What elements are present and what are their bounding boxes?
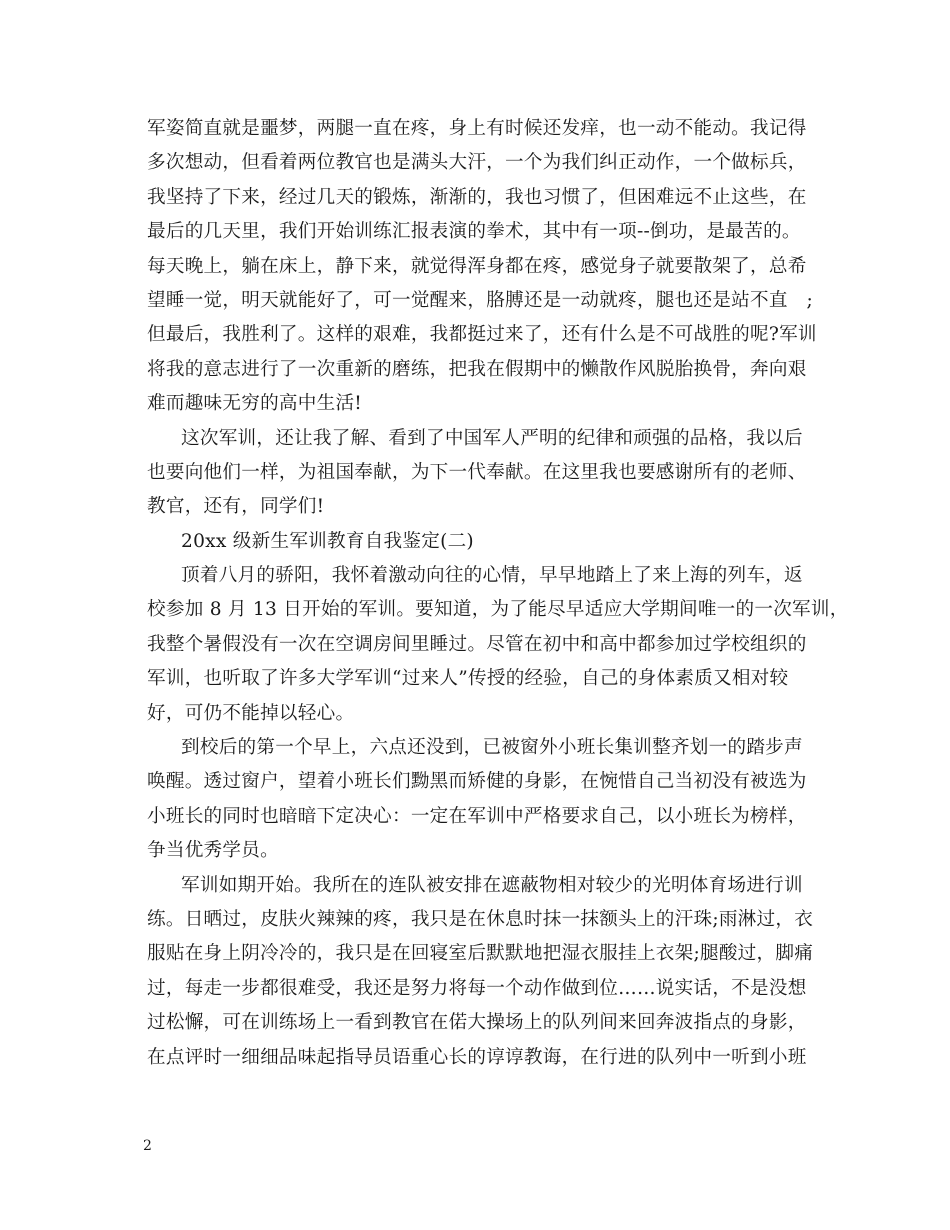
text-line: 到校后的第一个早上，六点还没到，已被窗外小班长集训整齐划一的踏步声: [181, 737, 803, 759]
text-line: 我整个暑假没有一次在空调房间里睡过。尽管在初中和高中都参加过学校组织的: [147, 633, 807, 655]
text-line: 20xx 级新生军训教育自我鉴定(二): [181, 530, 474, 552]
text-line: 难而趣味无穷的高中生活!: [147, 393, 363, 415]
text-line: 最后的几天里，我们开始训练汇报表演的拳术，其中有一项--倒功，是最苦的。: [147, 221, 801, 243]
text-line: 望睡一觉，明天就能好了，可一觉醒来，胳膊还是一动就疼，腿也还是站不直 ;: [147, 289, 814, 311]
text-line: 也要向他们一样，为祖国奉献，为下一代奉献。在这里我也要感谢所有的老师、: [147, 461, 807, 483]
text-line: 过，每走一步都很难受，我还是努力将每一个动作做到位……说实话，不是没想: [147, 977, 807, 999]
text-line: 唤醒。透过窗户，望着小班长们黝黑而矫健的身影，在惋惜自己当初没有被选为: [147, 771, 807, 793]
text-line: 我坚持了下来，经过几天的锻炼，渐渐的，我也习惯了，但困难远不止这些，在: [147, 186, 807, 208]
text-line: 将我的意志进行了一次重新的磨练，把我在假期中的懒散作风脱胎换骨，奔向艰: [147, 358, 807, 380]
text-line: 争当优秀学员。: [147, 840, 279, 862]
document-body: [147, 112, 849, 1075]
text-line: 好，可仍不能掉以轻心。: [147, 702, 355, 724]
text-line: 但最后，我胜利了。这样的艰难，我都挺过来了，还有什么是不可战胜的呢?军训: [147, 324, 817, 346]
text-line: 校参加 8 月 13 日开始的军训。要知道，为了能尽早适应大学期间唯一的一次军训，: [147, 599, 849, 621]
text-line: 小班长的同时也暗暗下定决心：一定在军训中严格要求自己，以小班长为榜样，: [147, 805, 807, 827]
text-line: 顶着八月的骄阳，我怀着激动向往的心情，早早地踏上了来上海的列车，返: [181, 565, 803, 587]
text-line: 教官，还有，同学们!: [147, 496, 325, 518]
text-line: 每天晚上，躺在床上，静下来，就觉得浑身都在疼，感觉身子就要散架了，总希: [147, 255, 807, 277]
text-line: 在点评时一细细品味起指导员语重心长的谆谆教诲，在行进的队列中一听到小班: [147, 1046, 807, 1068]
text-line: 过松懈，可在训练场上一看到教官在偌大操场上的队列间来回奔波指点的身影，: [147, 1012, 807, 1034]
text-line: 服贴在身上阴冷冷的，我只是在回寝室后默默地把湿衣服挂上衣架;腿酸过，脚痛: [147, 943, 814, 965]
text-line: 军姿简直就是噩梦，两腿一直在疼，身上有时候还发痒，也一动不能动。我记得: [147, 118, 807, 139]
page-number: 2: [143, 1138, 152, 1154]
text-line: 军训，也听取了许多大学军训“过来人”传授的经验，自己的身体素质又相对较: [147, 668, 789, 690]
text-line: 军训如期开始。我所在的连队被安排在遮蔽物相对较少的光明体育场进行训: [181, 874, 803, 896]
text-line: 这次军训，还让我了解、看到了中国军人严明的纪律和顽强的品格，我以后: [181, 427, 803, 449]
text-line: 练。日晒过，皮肤火辣辣的疼，我只是在休息时抹一抹额头上的汗珠;雨淋过，衣: [147, 908, 814, 930]
text-line: 多次想动，但看着两位教官也是满头大汗，一个为我们纠正动作，一个做标兵，: [147, 152, 807, 174]
